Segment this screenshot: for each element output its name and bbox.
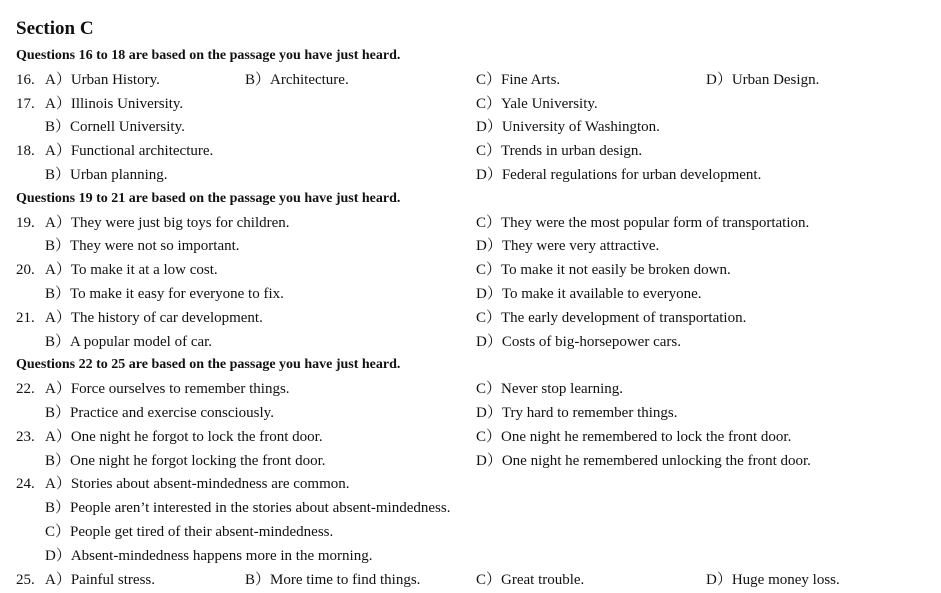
answer-option: B）People aren’t interested in the stories about absent-mindedness. [45,500,451,517]
answer-option: D）Absent-mindedness happens more in the morning. [45,547,373,564]
question-line [0,211,941,235]
question-line [0,330,941,354]
answer-option: C）Never stop learning. [476,381,624,398]
group-header: Questions 19 to 21 are based on the passage you have just heard. [16,190,401,206]
question-line [0,282,941,306]
answer-option: A）Functional architecture. [45,143,214,160]
question-number: 23. [16,428,35,445]
question-number: 16. [16,71,35,88]
answer-option: A）One night he forgot to lock the front door. [45,428,323,445]
question-number: 19. [16,214,35,231]
answer-option: B）To make it easy for everyone to fix. [45,286,284,302]
answer-option: D）To make it available to everyone. [476,286,702,302]
answer-option: D）Costs of big-horsepower cars. [476,333,681,350]
answer-option: B）Practice and exercise consciously. [45,405,274,421]
answer-option: A）Illinois University. [45,95,184,112]
answer-option: D）Huge money loss. [706,571,840,588]
answer-option: A）The history of car development. [45,309,263,326]
answer-option: D）Urban Design. [706,71,820,88]
question-number: 22. [16,381,35,398]
group-header: Questions 16 to 18 are based on the passage you have just heard. [16,48,401,63]
answer-option: C）The early development of transportation. [476,309,747,326]
question-line [0,115,941,139]
answer-option: D）One night he remembered unlocking the front door. [476,452,811,469]
question-number: 18. [16,143,35,160]
question-line [0,425,941,449]
question-line [0,68,941,92]
question-line [0,472,941,496]
answer-option: C）Yale University. [476,95,598,112]
answer-option: B）More time to find things. [245,571,421,588]
answer-option: D）Federal regulations for urban development. [476,167,762,183]
answer-option: B）They were not so important. [45,238,240,255]
answer-option: A）Force ourselves to remember things. [45,381,290,398]
answer-option: A）Stories about absent-mindedness are common. [45,476,350,493]
question-line [0,139,941,163]
answer-option: C）They were the most popular form of transportation. [476,214,810,231]
answer-option: C）Trends in urban design. [476,143,643,160]
question-line [0,92,941,116]
answer-option: B）Architecture. [245,71,349,88]
question-number: 21. [16,309,35,326]
question-line [0,163,941,187]
group-header: Questions 22 to 25 are based on the passage you have just heard. [16,357,401,373]
answer-option: B）Urban planning. [45,167,168,183]
answer-option: C）Great trouble. [476,571,585,588]
question-line [0,401,941,425]
question-number: 20. [16,262,35,279]
answer-option: C）To make it not easily be broken down. [476,262,731,279]
question-line [0,568,941,592]
answer-option: C）People get tired of their absent-mindedness. [45,524,334,540]
answer-option: A）Painful stress. [45,571,155,588]
question-line [0,449,941,473]
section-title: Section C [16,18,94,39]
answer-option: A）Urban History. [45,71,160,88]
answer-option: A）To make it at a low cost. [45,262,218,279]
question-line [0,234,941,258]
answer-option: D）University of Washington. [476,119,660,136]
question-number: 17. [16,95,35,112]
question-line [0,520,941,544]
answer-option: D）Try hard to remember things. [476,405,678,421]
answer-option: C）Fine Arts. [476,71,561,88]
question-line [0,258,941,282]
question-line [0,544,941,568]
answer-option: C）One night he remembered to lock the front door. [476,428,792,445]
question-line [0,306,941,330]
answer-option: A）They were just big toys for children. [45,214,290,231]
question-number: 24. [16,476,35,493]
answer-option: B）A popular model of car. [45,333,213,350]
answer-option: D）They were very attractive. [476,238,660,255]
answer-option: B）Cornell University. [45,119,185,136]
question-line [0,377,941,401]
answer-option: B）One night he forgot locking the front door. [45,452,326,469]
question-line [0,496,941,520]
question-number: 25. [16,571,35,588]
